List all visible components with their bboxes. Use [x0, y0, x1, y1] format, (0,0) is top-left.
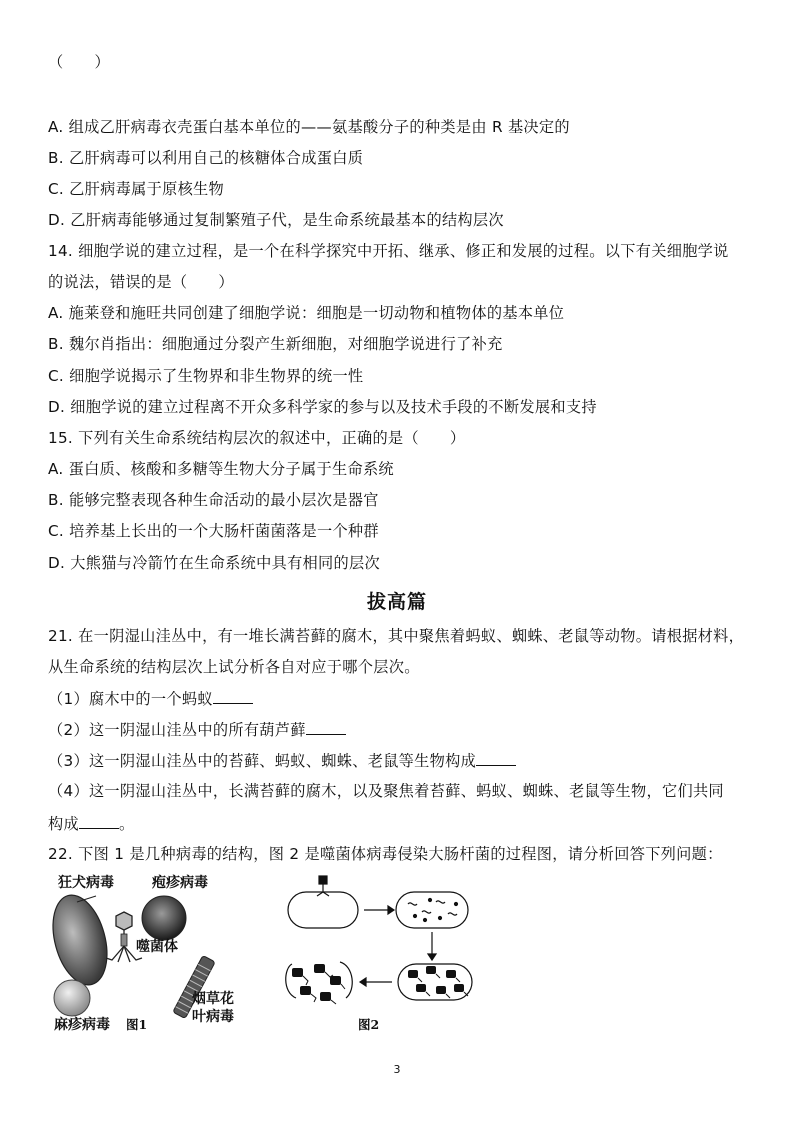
answer-blank[interactable] — [476, 750, 516, 766]
figure2-infection-cycle — [280, 872, 480, 1012]
q14-option-a: A. 施莱登和施旺共同创建了细胞学说：细胞是一切动物和植物体的基本单位 — [48, 304, 565, 322]
q14-stem-line1: 14. 细胞学说的建立过程，是一个在科学探究中开拓、继承、修正和发展的过程。以下有关细胞学说 — [48, 242, 729, 260]
q13-option-d: D. 乙肝病毒能够通过复制繁殖子代，是生命系统最基本的结构层次 — [48, 211, 504, 229]
figure2-drawing — [280, 872, 480, 1012]
figure2-caption: 图2 — [358, 1017, 380, 1032]
q13-option-a: A. 组成乙肝病毒衣壳蛋白基本单位的——氨基酸分子的种类是由 R 基决定的 — [48, 118, 570, 136]
answer-blank[interactable] — [306, 719, 346, 735]
q21-sub4: （4）这一阴湿山洼丛中，长满苔藓的腐木，以及聚焦着苔藓、蚂蚁、蜘蛛、老鼠等生物，它们共同 — [48, 782, 724, 800]
q21-sub2: （2）这一阴湿山洼丛中的所有葫芦藓 — [48, 719, 346, 740]
q15-stem: 15. 下列有关生命系统结构层次的叙述中，正确的是（ ） — [48, 429, 466, 447]
answer-blank[interactable] — [213, 688, 253, 704]
released-phages-stage4 — [292, 964, 341, 1001]
page-number: 3 — [393, 1063, 401, 1076]
answer-blank[interactable] — [79, 813, 119, 829]
q14-option-c: C. 细胞学说揭示了生物界和非生物界的统一性 — [48, 367, 364, 385]
label-phage: 噬菌体 — [136, 939, 178, 955]
label-rabies-virus: 狂犬病毒 — [58, 875, 114, 891]
figure1-virus-structures — [44, 872, 254, 1037]
q21-stem-line2: 从生命系统的结构层次上试分析各自对应于哪个层次。 — [48, 658, 420, 676]
label-tmv-line1: 烟草花 — [192, 991, 234, 1007]
q14-option-d: D. 细胞学说的建立过程离不开众多科学家的参与以及技术手段的不断发展和支持 — [48, 398, 597, 416]
q15-option-b: B. 能够完整表现各种生命活动的最小层次是器官 — [48, 491, 379, 509]
q21-stem-line1: 21. 在一阴湿山洼丛中，有一堆长满苔藓的腐木，其中聚焦着蚂蚁、蜘蛛、老鼠等动物。请根据材料， — [48, 627, 745, 645]
q13-option-b: B. 乙肝病毒可以利用自己的核糖体合成蛋白质 — [48, 149, 364, 167]
section-heading: 拔高篇 — [366, 591, 427, 613]
measles-virus-shape — [54, 980, 90, 1016]
herpes-virus-shape — [142, 896, 186, 940]
q15-option-a: A. 蛋白质、核酸和多糖等生物大分子属于生命系统 — [48, 460, 394, 478]
q13-option-c: C. 乙肝病毒属于原核生物 — [48, 180, 225, 198]
q14-option-b: B. 魏尔肖指出：细胞通过分裂产生新细胞，对细胞学说进行了补充 — [48, 335, 503, 353]
line-options-bracket: （ ） — [48, 53, 110, 71]
q21-sub4-cont: 构成 。 — [48, 815, 135, 833]
q21-sub3: （3）这一阴湿山洼丛中的苔藓、蚂蚁、蜘蛛、老鼠等生物构成 — [48, 750, 516, 771]
rabies-virus-shape — [44, 889, 116, 991]
q14-stem-line2: 的说法，错误的是（ ） — [48, 273, 234, 291]
bacterium-stage2 — [396, 892, 468, 928]
q22-stem: 22. 下图 1 是几种病毒的结构，图 2 是噬菌体病毒侵染大肠杆菌的过程图，请分析回答下列问题： — [48, 845, 723, 863]
label-herpes-virus: 疱疹病毒 — [152, 875, 208, 891]
label-measles-virus: 麻疹病毒 — [54, 1017, 110, 1033]
figure1-caption: 图1 — [126, 1017, 148, 1032]
label-tmv-line2: 叶病毒 — [192, 1009, 234, 1025]
q21-sub1: （1）腐木中的一个蚂蚁 — [48, 688, 253, 709]
bacterium-stage1 — [288, 892, 358, 928]
attached-phage-head — [319, 876, 327, 884]
q15-option-c: C. 培养基上长出的一个大肠杆菌菌落是一个种群 — [48, 522, 379, 540]
q15-option-d: D. 大熊猫与冷箭竹在生命系统中具有相同的层次 — [48, 554, 380, 572]
